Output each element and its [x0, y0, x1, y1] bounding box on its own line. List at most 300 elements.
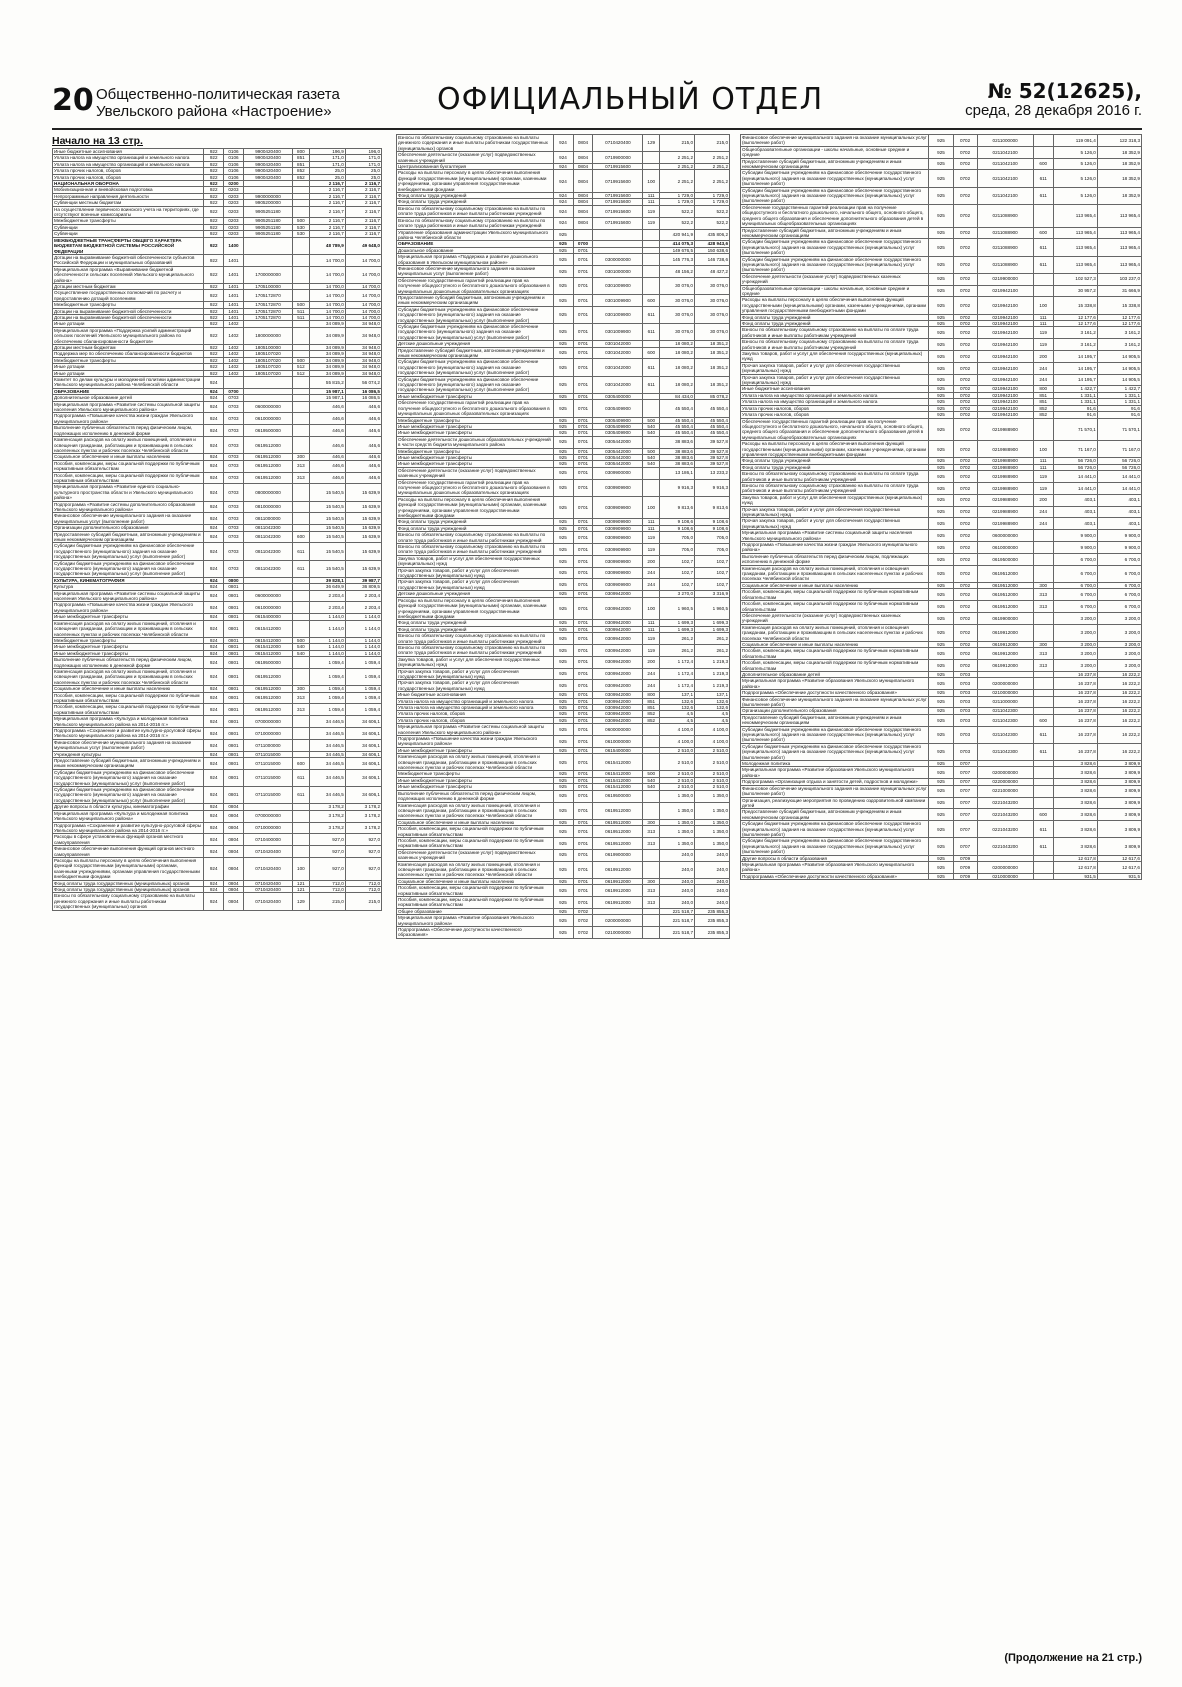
amount-2017: 14 700,0 — [309, 290, 345, 302]
amount-2017: 6 700,0 — [1053, 565, 1097, 582]
row-name: Детские дошкольные учреждения — [397, 591, 554, 597]
amount-2018: 16 222,2 — [1097, 678, 1141, 690]
amount-2017: 45 550,4 — [660, 417, 695, 423]
ministry-code: 925 — [929, 441, 953, 458]
section-code: 0701 — [573, 878, 593, 884]
table-row — [741, 624, 1142, 641]
expense-type — [643, 861, 660, 878]
amount-2018: 2 510,0 — [695, 754, 730, 771]
expense-type: 852 — [1033, 405, 1053, 411]
amount-2017: 39 828,1 — [309, 577, 345, 583]
row-name: Организации дополнительного образования — [741, 708, 929, 714]
row-name: Дотации на выравнивание бюджетной обеспеченности — [53, 308, 204, 314]
expense-type: 300 — [643, 878, 660, 884]
target-article: 9905251180 — [243, 224, 292, 230]
amount-2017: 1 422,7 — [1053, 386, 1097, 392]
row-name: Фонд оплаты труда учреждений — [741, 321, 929, 327]
ministry-code: 925 — [553, 819, 573, 825]
expense-type — [293, 401, 309, 413]
section-code: 1401 — [224, 302, 244, 308]
table-row — [53, 668, 382, 685]
amount-2018: 30 076,0 — [695, 277, 730, 294]
amount-2017: 2 510,0 — [660, 777, 695, 783]
target-article: 0210000000 — [977, 690, 1033, 696]
row-name: Субсидии бюджетным учреждениям на финансовое обеспечение государственного (муниципального) задания на оказание государственных (муниципальных) услуг (выполнение работ) — [397, 324, 554, 341]
row-name: Закупка товаров, работ и услуг для обеспечения государственных (муниципальных) нужд — [397, 555, 554, 567]
target-article: 0219942100 — [977, 392, 1033, 398]
ministry-code: 925 — [929, 471, 953, 483]
amount-2017: 705,0 — [660, 532, 695, 544]
ministry-code: 925 — [929, 809, 953, 821]
section-code: 0804 — [224, 886, 244, 892]
table-row — [397, 417, 730, 423]
expense-type: 611 — [1033, 170, 1053, 187]
section-code: 0106 — [224, 174, 244, 180]
section-code: 0703 — [953, 743, 977, 760]
table-row — [397, 436, 730, 448]
table-row — [741, 641, 1142, 647]
amount-2018: 18 351,2 — [695, 347, 730, 359]
target-article: 0619912000 — [593, 861, 643, 878]
amount-2018: 34 606,1 — [345, 769, 381, 786]
amount-2017: 240,0 — [660, 897, 695, 909]
table-row — [741, 321, 1142, 327]
table-row — [53, 395, 382, 401]
amount-2018: 15 639,9 — [345, 543, 381, 560]
target-article: 0610000000 — [243, 602, 292, 614]
section-code: 0702 — [953, 399, 977, 405]
section-code: 0702 — [953, 582, 977, 588]
target-article: 0610000000 — [593, 736, 643, 748]
ministry-code: 924 — [204, 787, 224, 804]
expense-type: 300 — [1033, 582, 1053, 588]
section-code: 0703 — [224, 437, 244, 454]
amount-2017: 15 540,5 — [309, 513, 345, 525]
amount-2017: 16 237,8 — [1053, 726, 1097, 743]
expense-type — [293, 501, 309, 513]
ministry-code: 925 — [553, 544, 573, 556]
table-row — [741, 146, 1142, 158]
section-code: 0703 — [953, 690, 977, 696]
amount-2018: 240,0 — [695, 878, 730, 884]
table-row — [397, 199, 730, 205]
amount-2018: 3 809,9 — [1097, 809, 1141, 821]
table-row — [397, 229, 730, 241]
table-row — [53, 187, 382, 193]
amount-2017: 1 144,0 — [309, 650, 345, 656]
section-code: 0804 — [224, 846, 244, 858]
amount-2018: 14 905,5 — [1097, 351, 1141, 363]
ministry-code: 922 — [204, 351, 224, 357]
expense-type — [1033, 696, 1053, 708]
target-article: 9900000000 — [243, 193, 292, 199]
ministry-code: 925 — [929, 256, 953, 273]
row-name: Дотации на выравнивание бюджетной обеспеченности субъектов Российской Федерации и муниципальных образований — [53, 254, 204, 266]
expense-type: 300 — [293, 686, 309, 692]
target-article: 9905251180 — [243, 231, 292, 237]
amount-2017: 3 200,0 — [1053, 648, 1097, 660]
expense-type — [293, 602, 309, 614]
amount-2017: 1 331,1 — [1053, 392, 1097, 398]
row-name: Взносы по обязательному социальному страхованию на выплаты по оплате труда работников и иные выплаты работникам учреждений — [397, 644, 554, 656]
section-code: 0200 — [224, 181, 244, 187]
ministry-code: 925 — [553, 306, 573, 323]
amount-2018: 2 116,7 — [345, 193, 381, 199]
section-code: 0701 — [573, 254, 593, 266]
expense-type: 129 — [643, 135, 660, 152]
table-row — [741, 708, 1142, 714]
target-article: 0309942000 — [593, 698, 643, 704]
section-code: 0709 — [953, 861, 977, 873]
target-article: 0619512000 — [593, 802, 643, 819]
expense-type: 300 — [1033, 641, 1053, 647]
expense-type: 100 — [1033, 441, 1053, 458]
table-row — [53, 822, 382, 834]
expense-type: 540 — [643, 430, 660, 436]
amount-2018: 1 059,4 — [345, 657, 381, 669]
amount-2018: 18 352,9 — [1097, 170, 1141, 187]
row-name: Пособия, компенсации, меры социальной поддержки по публичным нормативным обязательствам — [53, 704, 204, 716]
table-row — [53, 351, 382, 357]
row-name: Муниципальная программа «Развитие системы социальной защиты населения Увельского муниципального района» — [53, 401, 204, 413]
target-article: 0710400000 — [243, 834, 292, 846]
row-name: Уплата налога на имущество организаций и земельного налога — [53, 155, 204, 161]
row-name: Предоставление субсидий бюджетным, автономным учреждениям и иным некоммерческим организациям — [397, 294, 554, 306]
row-name: Компенсация расходов на оплату жилых помещений, отопления и освещения гражданам, работающим и проживающим в сельских населенных пунктах и рабочих поселках Челябинской области — [741, 624, 929, 641]
amount-2018: 3 200,0 — [1097, 624, 1141, 641]
section-code: 0701 — [573, 724, 593, 736]
target-article: 0211088900 — [977, 204, 1033, 227]
target-article: 0219988900 — [977, 464, 1033, 470]
amount-2018: 3 178,2 — [345, 804, 381, 810]
target-article: 0600000000 — [593, 724, 643, 736]
amount-2017: 34 089,9 — [309, 357, 345, 363]
section-code: 0702 — [953, 506, 977, 518]
ministry-code: 925 — [929, 327, 953, 339]
expense-type: 611 — [1033, 726, 1053, 743]
row-name: Субсидии бюджетным учреждениям на финансовое обеспечение государственного (муниципального) задания на оказание государственных (муниципальных) услуг (выполнение работ) — [741, 256, 929, 273]
section-code: 0702 — [953, 624, 977, 641]
amount-2018: 235 855,3 — [695, 927, 730, 939]
target-article: 9900420400 — [243, 155, 292, 161]
row-name: Иные межбюджетные трансферты — [397, 454, 554, 460]
row-name: Иные межбюджетные трансферты — [53, 644, 204, 650]
ministry-code: 924 — [204, 893, 224, 910]
amount-2018: 16 222,2 — [1097, 671, 1141, 677]
amount-2017: 5 126,0 — [1053, 170, 1097, 187]
ministry-code: 925 — [553, 837, 573, 849]
row-name: Обеспечение деятельности дошкольных образовательных учреждений в части средств бюджета муниципального района — [397, 436, 554, 448]
amount-2017: 5 126,0 — [1053, 187, 1097, 204]
row-name: Социальное обеспечение и иные выплаты населению — [741, 582, 929, 588]
row-name: Уплата прочих налогов, сборов — [397, 711, 554, 717]
expense-type: 600 — [643, 294, 660, 306]
section-code: 0702 — [953, 227, 977, 239]
target-article: 0305409900 — [593, 423, 643, 429]
expense-type — [293, 834, 309, 846]
target-article: 0600000000 — [243, 401, 292, 413]
target-article — [243, 237, 292, 254]
amount-2018: 3 161,2 — [1097, 339, 1141, 351]
expense-type: 119 — [1033, 339, 1053, 351]
amount-2017: 16 237,8 — [1053, 678, 1097, 690]
table-row — [397, 837, 730, 849]
section-code: 1402 — [224, 370, 244, 376]
expense-type: 540 — [643, 454, 660, 460]
section-code: 0804 — [573, 152, 593, 164]
section-code: 0801 — [224, 739, 244, 751]
newspaper-title — [96, 86, 340, 120]
row-name: Фонд оплаты труда учреждений — [741, 464, 929, 470]
section-code: 0702 — [953, 314, 977, 320]
target-article: 1805107020 — [243, 351, 292, 357]
row-name: Фонд оплаты труда учреждений — [741, 458, 929, 464]
amount-2017: 15 540,5 — [309, 525, 345, 531]
row-name: Прочая закупка товаров, работ и услуг для обеспечения государственных (муниципальных) нужд — [397, 680, 554, 692]
section-code: 0701 — [573, 423, 593, 429]
section-code: 0702 — [953, 458, 977, 464]
amount-2017: 48 156,2 — [660, 265, 695, 277]
ministry-code: 925 — [553, 417, 573, 423]
expense-type: 200 — [1033, 494, 1053, 506]
amount-2017: 25,0 — [309, 168, 345, 174]
ministry-code: 924 — [204, 513, 224, 525]
target-article: 0615412000 — [243, 650, 292, 656]
ministry-code: 925 — [553, 802, 573, 819]
amount-2017: 18 080,2 — [660, 341, 695, 347]
expense-type: 100 — [643, 597, 660, 620]
section-code: 0804 — [573, 135, 593, 152]
target-article: 0301009900 — [593, 277, 643, 294]
amount-2018: 3 200,0 — [1097, 660, 1141, 672]
expense-type: 244 — [643, 680, 660, 692]
section-code: 0702 — [953, 641, 977, 647]
target-article: 0619500000 — [593, 790, 643, 802]
target-article: 0619512000 — [593, 837, 643, 849]
row-name: Дополнительное образование детей — [53, 395, 204, 401]
amount-2018: 14 441,0 — [1097, 482, 1141, 494]
section-code: 0801 — [224, 751, 244, 757]
table-row — [397, 754, 730, 771]
row-name: Обеспечение государственных гарантий реализации прав на получение общедоступного и бесплатного дошкольного образования в муниципальных дошкольных образовательных организациях — [397, 400, 554, 417]
target-article: 0619512000 — [593, 826, 643, 838]
section-code: 0801 — [224, 686, 244, 692]
amount-2018: 6 700,0 — [1097, 589, 1141, 601]
expense-type — [643, 724, 660, 736]
ministry-code: 925 — [929, 405, 953, 411]
row-name: Межбюджетные трансферты — [397, 417, 554, 423]
ministry-code: 924 — [204, 650, 224, 656]
amount-2017: 113 965,4 — [1053, 204, 1097, 227]
table-row — [741, 671, 1142, 677]
amount-2018: 36 809,5 — [345, 584, 381, 590]
section-code: 0702 — [573, 915, 593, 927]
column-1 — [52, 134, 382, 1640]
row-name: Компенсация расходов на оплату жилых помещений, отопления и освещения гражданам, работающим и проживающим в сельских населенных пунктах и рабочих поселках Челябинской области — [53, 437, 204, 454]
row-name: Пособия, компенсации, меры социальной поддержки по публичным нормативным обязательствам — [397, 885, 554, 897]
amount-2018: 1 059,4 — [345, 692, 381, 704]
ministry-code: 924 — [204, 413, 224, 425]
table-row — [397, 347, 730, 359]
target-article: 0810000000 — [243, 501, 292, 513]
amount-2017: 18 080,2 — [660, 359, 695, 376]
amount-2018: 146 738,6 — [695, 254, 730, 266]
ministry-code: 925 — [929, 797, 953, 809]
amount-2018: 49 648,0 — [345, 237, 381, 254]
amount-2018: 14 700,0 — [345, 302, 381, 308]
table-row — [741, 530, 1142, 542]
target-article: 0211042100 — [977, 187, 1033, 204]
expense-type: 530 — [293, 224, 309, 230]
table-row — [397, 461, 730, 467]
table-row — [741, 482, 1142, 494]
target-article: 0221000000 — [977, 785, 1033, 797]
ministry-code: 924 — [204, 543, 224, 560]
amount-2018: 9 916,3 — [695, 479, 730, 496]
section-code: 0707 — [953, 785, 977, 797]
ministry-code: 922 — [204, 231, 224, 237]
amount-2017: 2 116,7 — [309, 218, 345, 224]
ministry-code: 922 — [204, 237, 224, 254]
amount-2018: 6 700,0 — [1097, 565, 1141, 582]
target-article: 0200000000 — [977, 678, 1033, 690]
ministry-code: 925 — [929, 612, 953, 624]
ministry-code: 925 — [929, 339, 953, 351]
ministry-code: 924 — [553, 217, 573, 229]
table-row — [397, 567, 730, 579]
expense-type: 540 — [643, 423, 660, 429]
ministry-code: 925 — [553, 908, 573, 914]
amount-2017: 9 108,6 — [660, 519, 695, 525]
amount-2018: 16 222,2 — [1097, 696, 1141, 708]
row-name: Иные межбюджетные трансферты — [397, 430, 554, 436]
section-code: 0701 — [573, 849, 593, 861]
table-row — [53, 460, 382, 472]
table-row — [741, 314, 1142, 320]
ministry-code: 925 — [929, 392, 953, 398]
amount-2018: 34 948,0 — [345, 321, 381, 327]
target-article: 9905251180 — [243, 218, 292, 224]
amount-2018: 3 809,9 — [1097, 797, 1141, 809]
amount-2018: 34 948,0 — [345, 364, 381, 370]
row-name: ОБРАЗОВАНИЕ — [53, 388, 204, 394]
table-row — [53, 543, 382, 560]
section-code: 0701 — [573, 579, 593, 591]
ministry-code: 924 — [204, 388, 224, 394]
amount-2017: 3 200,0 — [1053, 624, 1097, 641]
table-row — [397, 152, 730, 164]
ministry-code: 924 — [204, 804, 224, 810]
target-article: 0219942100 — [977, 297, 1033, 314]
expense-type: 540 — [643, 777, 660, 783]
amount-2017: 15 338,8 — [1053, 297, 1097, 314]
ministry-code: 924 — [204, 531, 224, 543]
row-name: Расходы на выплаты персоналу в целях обеспечения выполнения функций государственными (муниципальными) органами, казенными учреждениями, органами управления государственными внебюджетными фондами — [741, 441, 929, 458]
ministry-code: 925 — [553, 467, 573, 479]
row-name: Подпрограмма «Обеспечение доступности качественного образования» — [741, 873, 929, 879]
amount-2018: 34 948,0 — [345, 327, 381, 344]
target-article: 0615412000 — [593, 784, 643, 790]
target-article: 0619912000 — [977, 624, 1033, 641]
section-code: 0703 — [224, 454, 244, 460]
amount-2018: 6 700,0 — [1097, 553, 1141, 565]
target-article: 0711015000 — [243, 758, 292, 770]
amount-2018: 30 076,0 — [695, 324, 730, 341]
expense-type — [643, 265, 660, 277]
amount-2018: 3 161,2 — [1097, 327, 1141, 339]
section-code: 0701 — [573, 885, 593, 897]
ministry-code: 925 — [929, 861, 953, 873]
row-name: Предоставление субсидий бюджетным, автономным учреждениям и иным некоммерческим организациям — [741, 158, 929, 170]
amount-2017: 102,7 — [660, 579, 695, 591]
row-name: Межбюджетные трансферты — [53, 637, 204, 643]
ministry-code: 925 — [553, 668, 573, 680]
row-name: Межбюджетные трансферты — [397, 448, 554, 454]
amount-2017: 240,0 — [660, 878, 695, 884]
amount-2017: 1 172,4 — [660, 656, 695, 668]
section-code: 0702 — [953, 405, 977, 411]
amount-2018: 215,0 — [695, 135, 730, 152]
table-row — [53, 560, 382, 577]
amount-2018: 71 167,0 — [1097, 441, 1141, 458]
table-row — [397, 376, 730, 393]
amount-2017: 261,2 — [660, 633, 695, 645]
section-code: 0702 — [953, 589, 977, 601]
ministry-code: 925 — [929, 482, 953, 494]
amount-2018: 522,2 — [695, 205, 730, 217]
section-code: 0702 — [953, 660, 977, 672]
amount-2018: 235 855,3 — [695, 915, 730, 927]
table-row — [53, 620, 382, 637]
expense-type — [293, 484, 309, 501]
expense-type — [1033, 530, 1053, 542]
amount-2017: 18 080,2 — [660, 347, 695, 359]
expense-type: 500 — [643, 448, 660, 454]
ministry-code: 925 — [553, 448, 573, 454]
expense-type: 800 — [293, 149, 309, 155]
row-name: Пособия, компенсации, меры социальной поддержки по публичным нормативным обязательствам — [397, 897, 554, 909]
target-article: 0219988900 — [977, 441, 1033, 458]
section-code: 0701 — [573, 861, 593, 878]
amount-2018: 2 116,7 — [345, 218, 381, 224]
target-article: 0219988900 — [977, 506, 1033, 518]
expense-type: 111 — [643, 199, 660, 205]
ministry-code: 922 — [204, 206, 224, 218]
ministry-code: 925 — [929, 821, 953, 838]
section-code: 0701 — [573, 897, 593, 909]
table-row — [397, 680, 730, 692]
ministry-code: 925 — [929, 767, 953, 779]
amount-2018: 14 905,5 — [1097, 374, 1141, 386]
expense-type: 244 — [643, 579, 660, 591]
section-code: 0701 — [573, 294, 593, 306]
section-code: 0701 — [573, 680, 593, 692]
section-code: 0804 — [573, 205, 593, 217]
row-name: На осуществление первичного воинского учета на территориях, где отсутствуют военные комиссариаты — [53, 206, 204, 218]
ministry-code: 925 — [929, 321, 953, 327]
expense-type: 851 — [643, 705, 660, 711]
target-article: 0305442000 — [593, 461, 643, 467]
amount-2017: 171,0 — [309, 155, 345, 161]
ministry-code: 922 — [204, 187, 224, 193]
section-code — [573, 229, 593, 241]
amount-2017: 215,0 — [660, 135, 695, 152]
amount-2018: 215,0 — [345, 893, 381, 910]
section-code: 0106 — [224, 168, 244, 174]
row-name: Организация, реализующие мероприятия по проведению оздоровительной кампании детей — [741, 797, 929, 809]
amount-2018: 3 200,0 — [1097, 641, 1141, 647]
expense-type — [1033, 678, 1053, 690]
